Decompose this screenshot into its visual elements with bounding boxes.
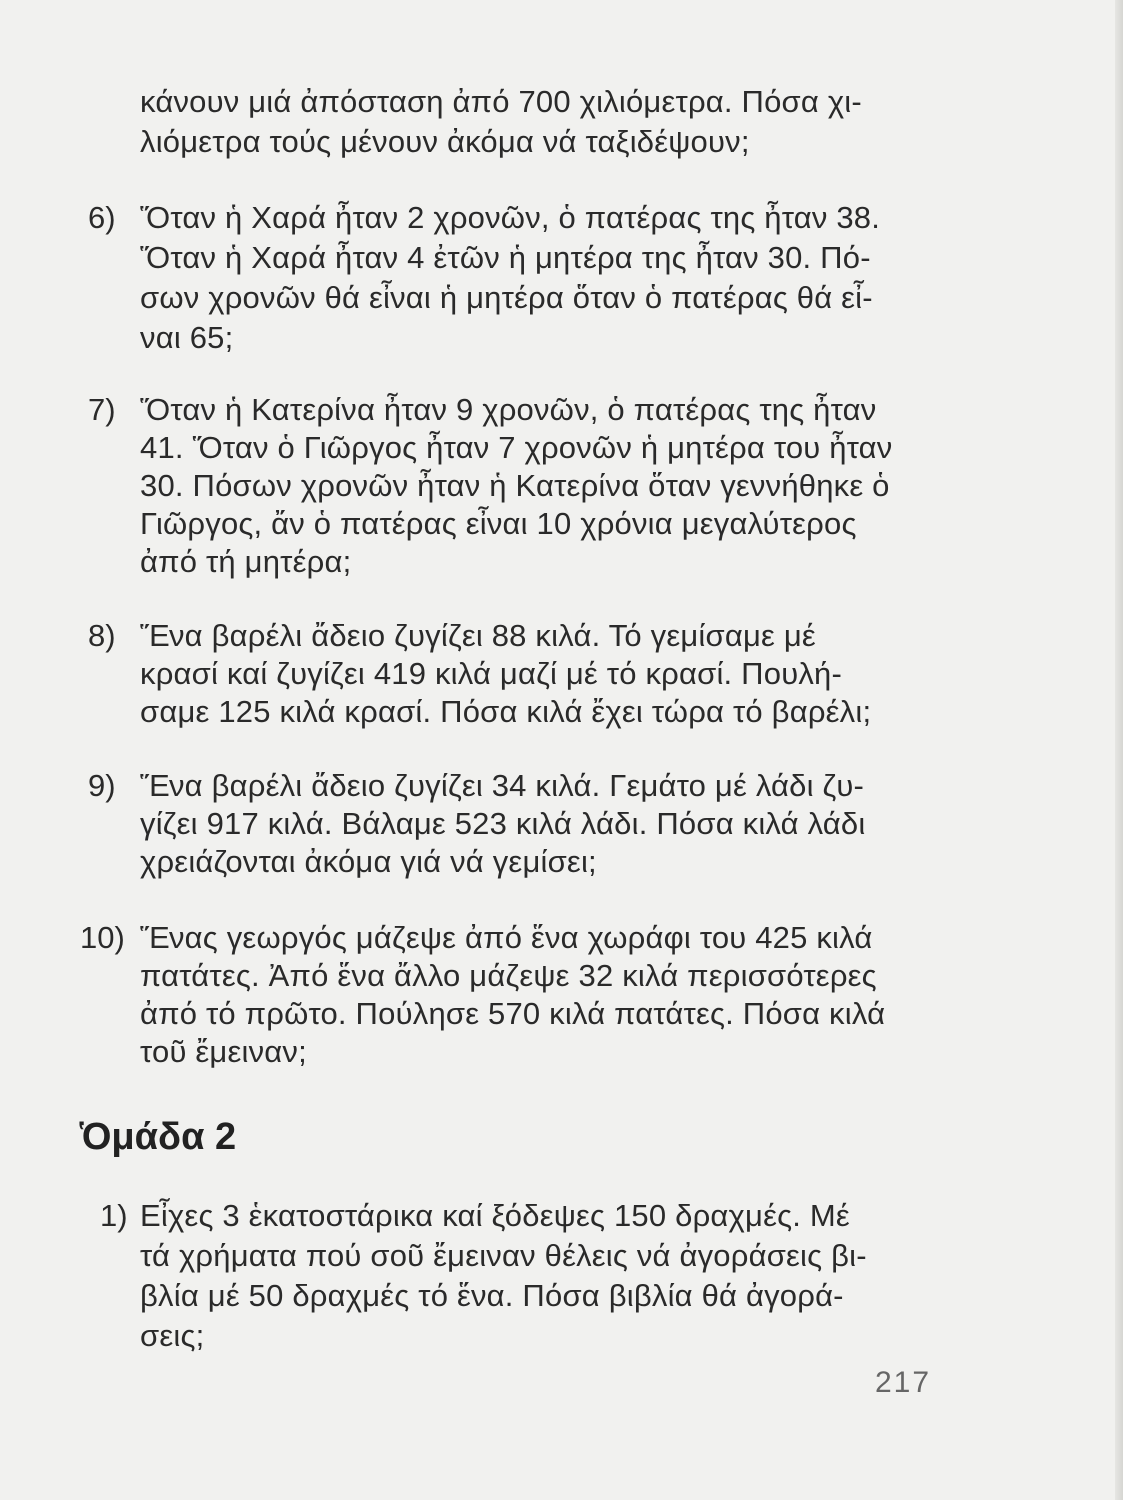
text-line: σαμε 125 κιλά κρασί. Πόσα κιλά ἔχει τώρα τό βαρέλι; [140,694,872,729]
text-line: Ἕνα βαρέλι ἄδειο ζυγίζει 34 κιλά. Γεμάτο μέ λάδι ζυ- [140,768,865,803]
text-line: πατάτες. Ἀπό ἕνα ἄλλο μάζεψε 32 κιλά περισσότερες [140,958,877,993]
text-line: Γιῶργος, ἄν ὁ πατέρας εἶναι 10 χρόνια μεγαλύτερος [140,506,857,541]
problem-number: 7) [88,392,116,427]
text-line: λιόμετρα τούς μένουν ἀκόμα νά ταξιδέψουν; [140,124,750,159]
text-line: Ἕνα βαρέλι ἄδειο ζυγίζει 88 κιλά. Τό γεμίσαμε μέ [140,618,816,653]
text-line: Ἕνας γεωργός μάζεψε ἀπό ἕνα χωράφι του 425 κιλά [140,920,873,955]
problem-number: 8) [88,618,116,653]
text-line: 30. Πόσων χρονῶν ἦταν ἡ Κατερίνα ὅταν γεννήθηκε ὁ [140,468,890,503]
text-line: Ὅταν ἡ Κατερίνα ἦταν 9 χρονῶν, ὁ πατέρας της ἦταν [140,392,877,427]
text-line: σων χρονῶν θά εἶναι ἡ μητέρα ὅταν ὁ πατέρας θά εἶ- [140,280,873,315]
text-line: κάνουν μιά ἀπόσταση ἀπό 700 χιλιόμετρα. Πόσα χι- [140,84,862,119]
text-line: ἀπό τή μητέρα; [140,544,352,579]
text-line: Ὅταν ἡ Χαρά ἦταν 4 ἐτῶν ἡ μητέρα της ἦταν 30. Πό- [140,240,871,275]
text-line: γίζει 917 κιλά. Βάλαμε 523 κιλά λάδι. Πόσα κιλά λάδι [140,806,866,841]
section-heading: Ὁμάδα 2 [80,1116,237,1158]
text-line: σεις; [140,1318,205,1353]
text-line: χρειάζονται ἀκόμα γιά νά γεμίσει; [140,844,597,879]
problem-number: 6) [88,200,116,235]
page-number: 217 [875,1366,932,1399]
text-line: τά χρήματα πού σοῦ ἔμειναν θέλεις νά ἀγοράσεις βι- [140,1238,867,1273]
text-line: τοῦ ἔμειναν; [140,1034,307,1069]
problem-number: 1) [100,1198,128,1233]
text-line: κρασί καί ζυγίζει 419 κιλά μαζί μέ τό κρασί. Πουλή- [140,656,843,691]
page-edge-shadow [1115,0,1123,1500]
text-line: Εἶχες 3 ἑκατοστάρικα καί ξόδεψες 150 δραχμές. Μέ [140,1198,850,1233]
text-line: βλία μέ 50 δραχμές τό ἕνα. Πόσα βιβλία θά ἀγορά- [140,1278,844,1313]
text-line: ἀπό τό πρῶτο. Πούλησε 570 κιλά πατάτες. Πόσα κιλά [140,996,886,1031]
problem-number: 10) [80,920,125,955]
text-line: ναι 65; [140,320,234,355]
text-line: 41. Ὅταν ὁ Γιῶργος ἦταν 7 χρονῶν ἡ μητέρα του ἦταν [140,430,893,465]
problem-number: 9) [88,768,116,803]
text-line: Ὅταν ἡ Χαρά ἦταν 2 χρονῶν, ὁ πατέρας της ἦταν 38. [140,200,881,235]
